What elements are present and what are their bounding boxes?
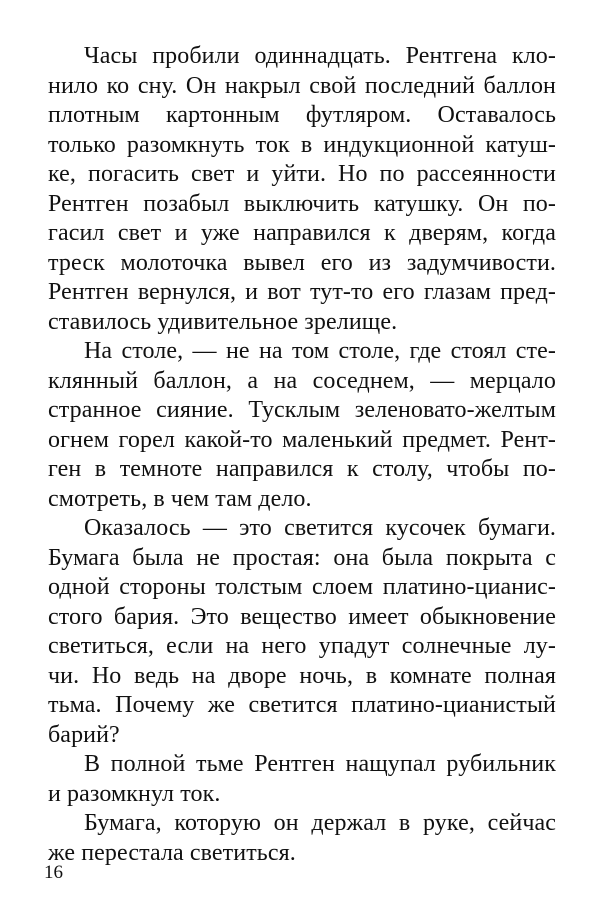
text-line: Бумага, которую он держал в руке, сейчас	[84, 810, 556, 836]
text-line: Оказалось — это светится кусочек бумаги.	[84, 515, 556, 541]
text-line: На столе, — не на том столе, где стоял сте-	[84, 338, 556, 364]
text-line: и разомкнул ток.	[48, 780, 221, 807]
text-line: нило ко сну. Он накрыл свой последний баллон	[48, 72, 556, 99]
text-line: тьма. Почему же светится платино-цианистый	[48, 692, 556, 718]
text-line: гасил свет и уже направился к дверям, когда	[48, 220, 556, 246]
text-line: Рентген вернулся, и вот тут-то его глазам пред-	[48, 279, 556, 305]
text-line: треск молоточка вывел его из задумчивости.	[48, 249, 556, 276]
text-line: ставилось удивительное зрелище.	[48, 308, 398, 335]
text-line: стого бария. Это вещество имеет обыкновение	[48, 603, 556, 630]
text-line: одной стороны толстым слоем платино-цианис-	[48, 574, 556, 600]
text-line: чи. Но ведь на дворе ночь, в комнате полная	[48, 662, 556, 689]
text-line: Бумага была не простая: она была покрыта с	[48, 544, 556, 571]
body-text	[48, 42, 556, 868]
text-line: Часы пробили одиннадцать. Рентгена кло-	[84, 43, 556, 69]
text-line: смотреть, в чем там дело.	[48, 485, 312, 512]
text-line: ген в темноте направился к столу, чтобы по-	[48, 456, 556, 482]
text-line: плотным картонным футляром. Оставалось	[48, 102, 556, 128]
text-line: ке, погасить свет и уйти. Но по рассеянности	[48, 161, 556, 187]
text-line: только разомкнуть ток в индукционной катуш-	[48, 131, 556, 158]
text-line: странное сияние. Тусклым зеленовато-желтым	[48, 397, 556, 423]
text-line: барий?	[48, 721, 120, 748]
text-line: В полной тьме Рентген нащупал рубильник	[84, 751, 556, 777]
text-line: же перестала светиться.	[48, 839, 296, 866]
text-line: Рентген позабыл выключить катушку. Он по-	[48, 190, 556, 217]
text-line: светиться, если на него упадут солнечные лу-	[48, 633, 556, 659]
text-line: огнем горел какой-то маленький предмет. Рент-	[48, 426, 556, 453]
text-line: клянный баллон, а на соседнем, — мерцало	[48, 367, 556, 394]
page-number: 16	[44, 862, 63, 883]
